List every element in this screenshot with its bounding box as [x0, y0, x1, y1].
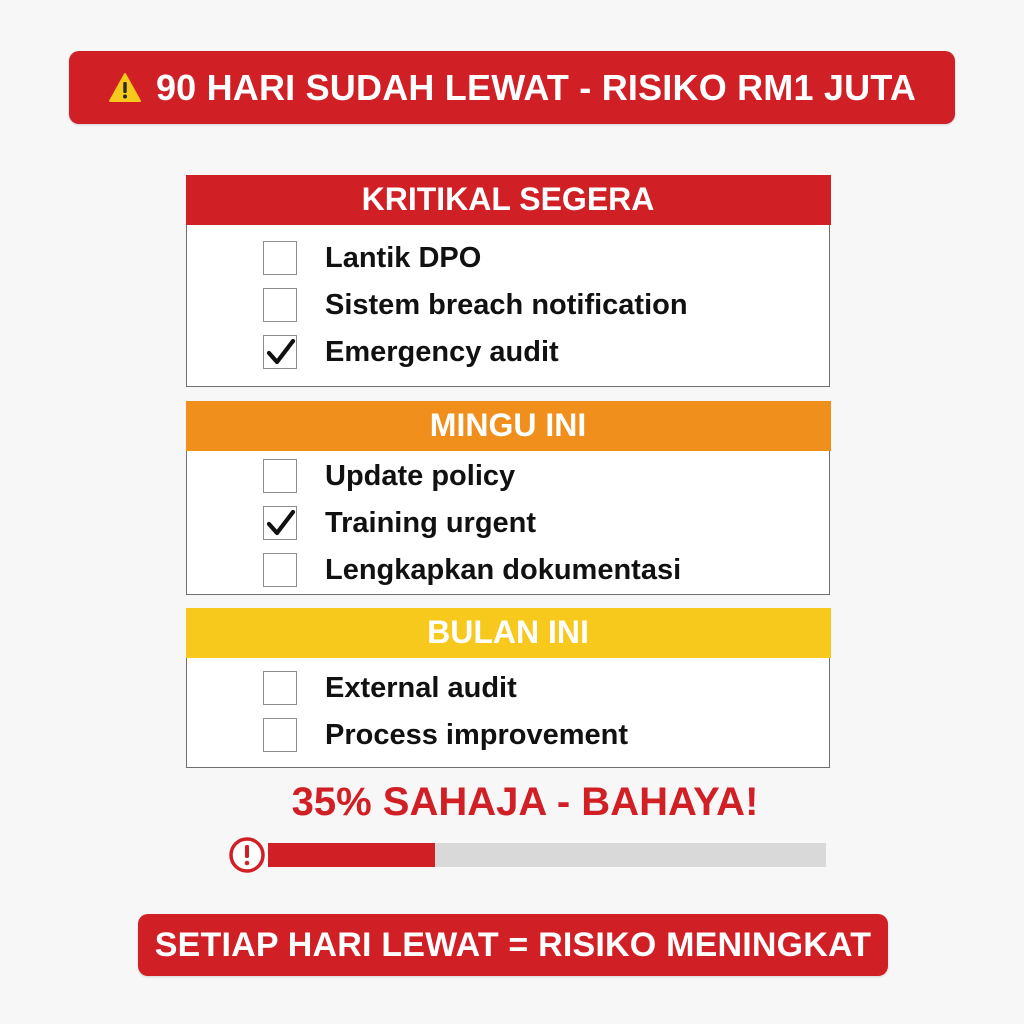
- task-item[interactable]: [187, 453, 829, 500]
- section-kritikal-segera: [186, 175, 830, 387]
- task-label: Update policy: [325, 459, 516, 492]
- progress-fill: [268, 843, 435, 867]
- task-label: Lantik DPO: [325, 241, 482, 274]
- task-item[interactable]: [187, 282, 829, 329]
- task-label: Lengkapkan dokumentasi: [325, 553, 682, 586]
- checkbox[interactable]: [263, 288, 297, 322]
- task-label: Training urgent: [325, 506, 537, 539]
- task-item[interactable]: [187, 500, 829, 547]
- footer-banner-text: SETIAP HARI LEWAT = RISIKO MENINGKAT: [154, 925, 872, 964]
- alert-circle-icon: [228, 836, 266, 874]
- section-header-mingu: MINGU INI: [186, 401, 831, 451]
- section-bulan-ini: [186, 608, 830, 768]
- task-item[interactable]: [187, 712, 829, 759]
- checkmark-icon: [266, 508, 296, 538]
- task-label: Sistem breach notification: [325, 288, 688, 321]
- header-warning-banner: [69, 51, 955, 124]
- progress-bar: [228, 836, 800, 874]
- checkmark-icon: [266, 337, 296, 367]
- section-header-kritikal: KRITIKAL SEGERA: [186, 175, 831, 225]
- checkbox[interactable]: [263, 671, 297, 705]
- checkbox[interactable]: [263, 459, 297, 493]
- progress-status-text: 35% SAHAJA - BAHAYA!: [291, 780, 759, 824]
- checkbox[interactable]: [263, 718, 297, 752]
- task-item[interactable]: [187, 547, 829, 594]
- task-label: Process improvement: [325, 718, 629, 751]
- checkbox[interactable]: [263, 335, 297, 369]
- task-label: External audit: [325, 671, 517, 704]
- checkbox[interactable]: [263, 506, 297, 540]
- checkbox[interactable]: [263, 553, 297, 587]
- section-mingu-ini: [186, 401, 830, 595]
- checkbox[interactable]: [263, 241, 297, 275]
- task-item[interactable]: [187, 235, 829, 282]
- task-item[interactable]: [187, 665, 829, 712]
- progress-track: [268, 843, 826, 867]
- task-label: Emergency audit: [325, 335, 559, 368]
- footer-warning-banner: [138, 914, 888, 976]
- warning-icon: [108, 71, 142, 105]
- section-header-bulan: BULAN INI: [186, 608, 831, 658]
- task-item[interactable]: [187, 329, 829, 376]
- header-banner-text: 90 HARI SUDAH LEWAT - RISIKO RM1 JUTA: [155, 66, 917, 108]
